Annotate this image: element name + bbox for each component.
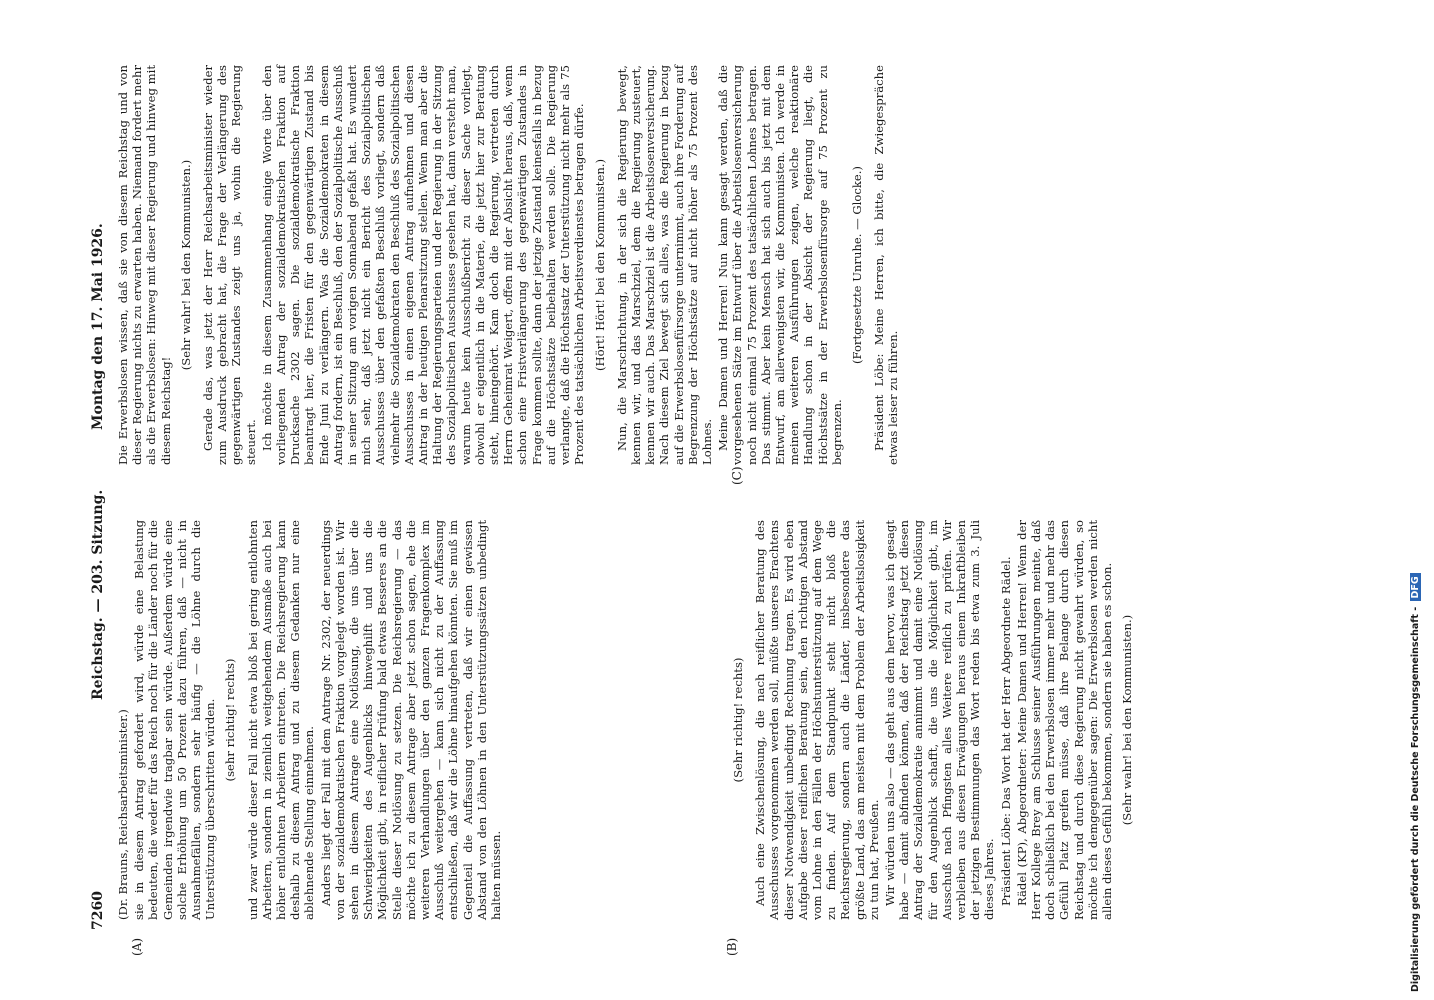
speaker-line: Präsident Löbe: Das Wort hat der Herr Abgeordnete Rädel. bbox=[998, 556, 1013, 906]
page-header bbox=[90, 50, 112, 930]
paragraph: Anders liegt der Fall mit dem Antrage Nr. 2302, der neuerdings von der sozialdemokratischen Fraktion vorgelegt worden ist. Wir sehen in diesem Antrage eine Notlösung, die uns über die Schwierigkeiten des Augenblicks hinweghilft und uns die Möglichkeit gibt, in reiflicher Prüfung bald etwas Besseres an die Stelle dieser Notlösung zu setzen. Die Reichsregierung — das möchte ich zu diesem Antrage aber jetzt schon sagen, ehe die weiteren Verhandlungen über den ganzen Fragenkomplex im Ausschuß weitergehen — kann sich nicht zu der Auffassung entschließen, daß wir die Löhne hinaufgehen könnten. Sie muß im Gegenteil die Auffassung vertreten, daß wir einen gewissen Abstand von den Löhnen in den Unterstützungssätzen unbedingt halten müssen. bbox=[318, 520, 504, 920]
paragraph: Wir würden uns also — das geht aus dem hervor, was ich gesagt habe — damit abfinden können, daß der Reichstag jetzt diesen Antrag der Sozialdemokratie annimmt und damit eine Notlösung für den Augenblick schafft, die uns die Möglichkeit gibt, im Ausschuß nach Pfingsten alles Weitere reiflich zu prüfen. Wir verbleiben aus diesen Erwägungen heraus einem Inkraftbleiben der jetzigen Bestimmungen das Wort reden bis etwa zum 3. Juli dieses Jahres. bbox=[883, 520, 997, 920]
interjection: (Sehr wahr! bei den Kommunisten.) bbox=[1120, 614, 1135, 826]
rotated-page bbox=[90, 50, 1330, 956]
speaker-note: (Dr. Brauns, Reichsarbeitsminister.) bbox=[116, 709, 130, 920]
paragraph: Auch eine Zwischenlösung, die nach reiflicher Beratung des Ausschusses vorgenommen werden soll, müßte unseres Erachtens dieser Notwendigkeit unbedingt Rechnung tragen. Es wird eben Aufgabe dieser reiflichen Beratung sein, den richtigen Abstand vom Lohne in den Fällen der Höchstunterstützung auf dem Wege zu finden. Auf dem Standpunkt steht nicht bloß die Reichsregierung, sondern auch die Länder, insbesondere das größte Land, das am meisten mit dem Problem der Arbeitslosigkeit zu tun hat, Preußen. bbox=[753, 520, 881, 920]
column-left-top bbox=[116, 520, 716, 920]
interjection: (Sehr richtig! rechts) bbox=[731, 657, 745, 783]
paragraph: Ich möchte in diesem Zusammenhang einige Worte über den vorliegenden Antrag der sozialdemokratischen Fraktion auf Drucksache 2302 sagen. Die sozialdemokratische Fraktion beantragt hier, die Fristen für den gegenwärtigen Zustand bis Ende Juni zu verlängern. Was die Sozialdemokraten in diesem Antrag fordern, ist ein Beschluß, den der Sozialpolitische Ausschuß in seiner Sitzung am vorigen Sonnabend gefaßt hat. Es wundert mich sehr, daß jetzt nicht ein Bericht des Sozialpolitischen Ausschusses über den gefaßten Beschluß vorliegt, sondern daß vielmehr die Sozialdemokraten den Beschluß des Sozialpolitischen Ausschusses in einen eigenen Antrag aufnehmen und diesen Antrag in der heutigen Plenarsitzung stellen. Wenn man aber die Haltung der Regierungsparteien und der Regierung in der Sitzung des Sozialpolitischen Ausschusses gesehen hat, dann versteht man, warum heute kein Ausschußbericht zu dieser Sache vorliegt, obwohl er eigentlich in die Materie, die jetzt hier zur Beratung steht, hineingehört. Kam doch die Regierung, vertreten durch Herrn Geheimrat Weigert, offen mit der Absicht heraus, daß, wenn schon eine Fristverlängerung des gegenwärtigen Zustandes in Frage kommen sollte, dann der jetzige Zustand keinesfalls in bezug auf die Höchstsätze beibehalten werden solle. Die Regierung verlangte, daß die Höchstsatz der Unterstützung nicht mehr als 75 Prozent des tatsächlichen Arbeitsverdienstes betragen dürfe. bbox=[259, 65, 587, 465]
column-right bbox=[116, 65, 1316, 465]
credit-label: Digitalisierung gefördert durch die Deutsche Forschungsgemeinschaft - bbox=[1410, 606, 1421, 992]
date-title: Montag den 17. Mai 1926. bbox=[90, 223, 106, 430]
page-number: 7260 bbox=[90, 891, 106, 930]
speaker-line: Präsident Löbe: Meine Herren, ich bitte, die Zwiegespräche etwas leiser zu führen. bbox=[872, 65, 901, 465]
interjection: (Sehr wahr! bei den Kommunisten.) bbox=[178, 159, 193, 371]
margin-mark-b: (B) bbox=[725, 937, 739, 956]
paragraph: und zwar würde dieser Fall nicht etwa bloß bei gering entlohnten Arbeitern, sondern in ziemlich weitgehendem Ausmaße auch bei höher entlohnten Arbeitern eintreten. Die Reichsregierung kann deshalb zu diesem Antrag und zu diesem Gedanken nur eine ablehnende Stellung einnehmen. bbox=[245, 520, 317, 920]
digitization-credit bbox=[1410, 8, 1430, 992]
interjection: (sehr richtig! rechts) bbox=[223, 658, 238, 782]
paragraph: Meine Damen und Herren! Nun kann gesagt werden, daß die vorgesehenen Sätze im Entwurf über die Arbeitslosenversicherung noch nicht einmal 75 Prozent des tatsächlichen Lohnes betragen. Das stimmt. Aber kein Mensch hat sich auch bis jetzt mit dem Entwurf, am allerwenigsten wir, die Kommunisten. Ich werde in meinen weiteren Ausführungen zeigen, welche reaktionäre Handlung schon in der Absicht der Regierung liegt, die Höchstsätze in der Erwerbslosenfürsorge auf 75 Prozent zu begrenzen. bbox=[716, 65, 844, 465]
paragraph: Rädel (KP), Abgeordneter: Meine Damen und Herren! Wenn der Herr Kollege Brey am Schlusse seiner Ausführungen meinte, daß doch schließlich bei den Erwerbslosen immer mehr und mehr das Gefühl Platz greifen müsse, daß ihre Belange durch diesen Reichstag und durch diese Regierung nicht gewahrt würden, so möchte ich demgegenüber sagen: Die Erwerbslosen werden nicht allein dieses Gefühl bekommen, sondern sie haben es schon. bbox=[1014, 520, 1115, 920]
credit-text bbox=[1410, 8, 1421, 992]
session-title: Reichstag. — 203. Sitzung. bbox=[90, 489, 106, 700]
dfg-logo: DFG bbox=[1410, 573, 1421, 601]
interjection: (Fortgesetzte Unruhe. — Glocke.) bbox=[849, 166, 864, 364]
paragraph: Gerade das, was jetzt der Herr Reichsarbeitsminister wieder zum Ausdruck gebracht hat, die Frage der Verlängerung des gegenwärtigen Zustandes zeigt uns ja, wohin die Regierung steuert. bbox=[201, 65, 258, 465]
margin-mark-a: (A) bbox=[130, 937, 144, 956]
paragraph: sie in diesem Antrag gefordert wird, würde eine Belastung bedeuten, die weder für das Reich noch für die Länder noch für die Gemeinden irgendwie tragbar sein würde. Außerdem würde eine solche Erhöhung um 50 Prozent dazu führen, daß — nicht in Ausnahmefällen, sondern sehr häufig — die Löhne durch die Unterstützung überschritten würden. bbox=[132, 520, 218, 920]
interjection: (Hört! Hört! bei den Kommunisten.) bbox=[592, 159, 607, 372]
margin-mark-c: (C) bbox=[730, 466, 744, 485]
column-left-bottom bbox=[725, 520, 1315, 920]
paragraph: Nun, die Marschrichtung, in der sich die Regierung bewegt, kennen wir, und das Marschziel, dem die Regierung zusteuert, kennen wir auch. Das Marschziel ist die Arbeitslosenversicherung. Nach diesem Ziel bewegt sich alles, was die Regierung in bezug auf die Erwerbslosenfürsorge unternimmt, auch ihre Forderung auf Begrenzung der Höchstsätze auf nicht höher als 75 Prozent des Lohnes. bbox=[614, 65, 714, 465]
paragraph: Die Erwerbslosen wissen, daß sie von diesem Reichstag und von dieser Regierung nichts zu erwarten haben. Niemand fordert mehr als die Erwerbslosen: Hinweg mit dieser Regierung und hinweg mit diesem Reichstag! bbox=[116, 65, 173, 465]
